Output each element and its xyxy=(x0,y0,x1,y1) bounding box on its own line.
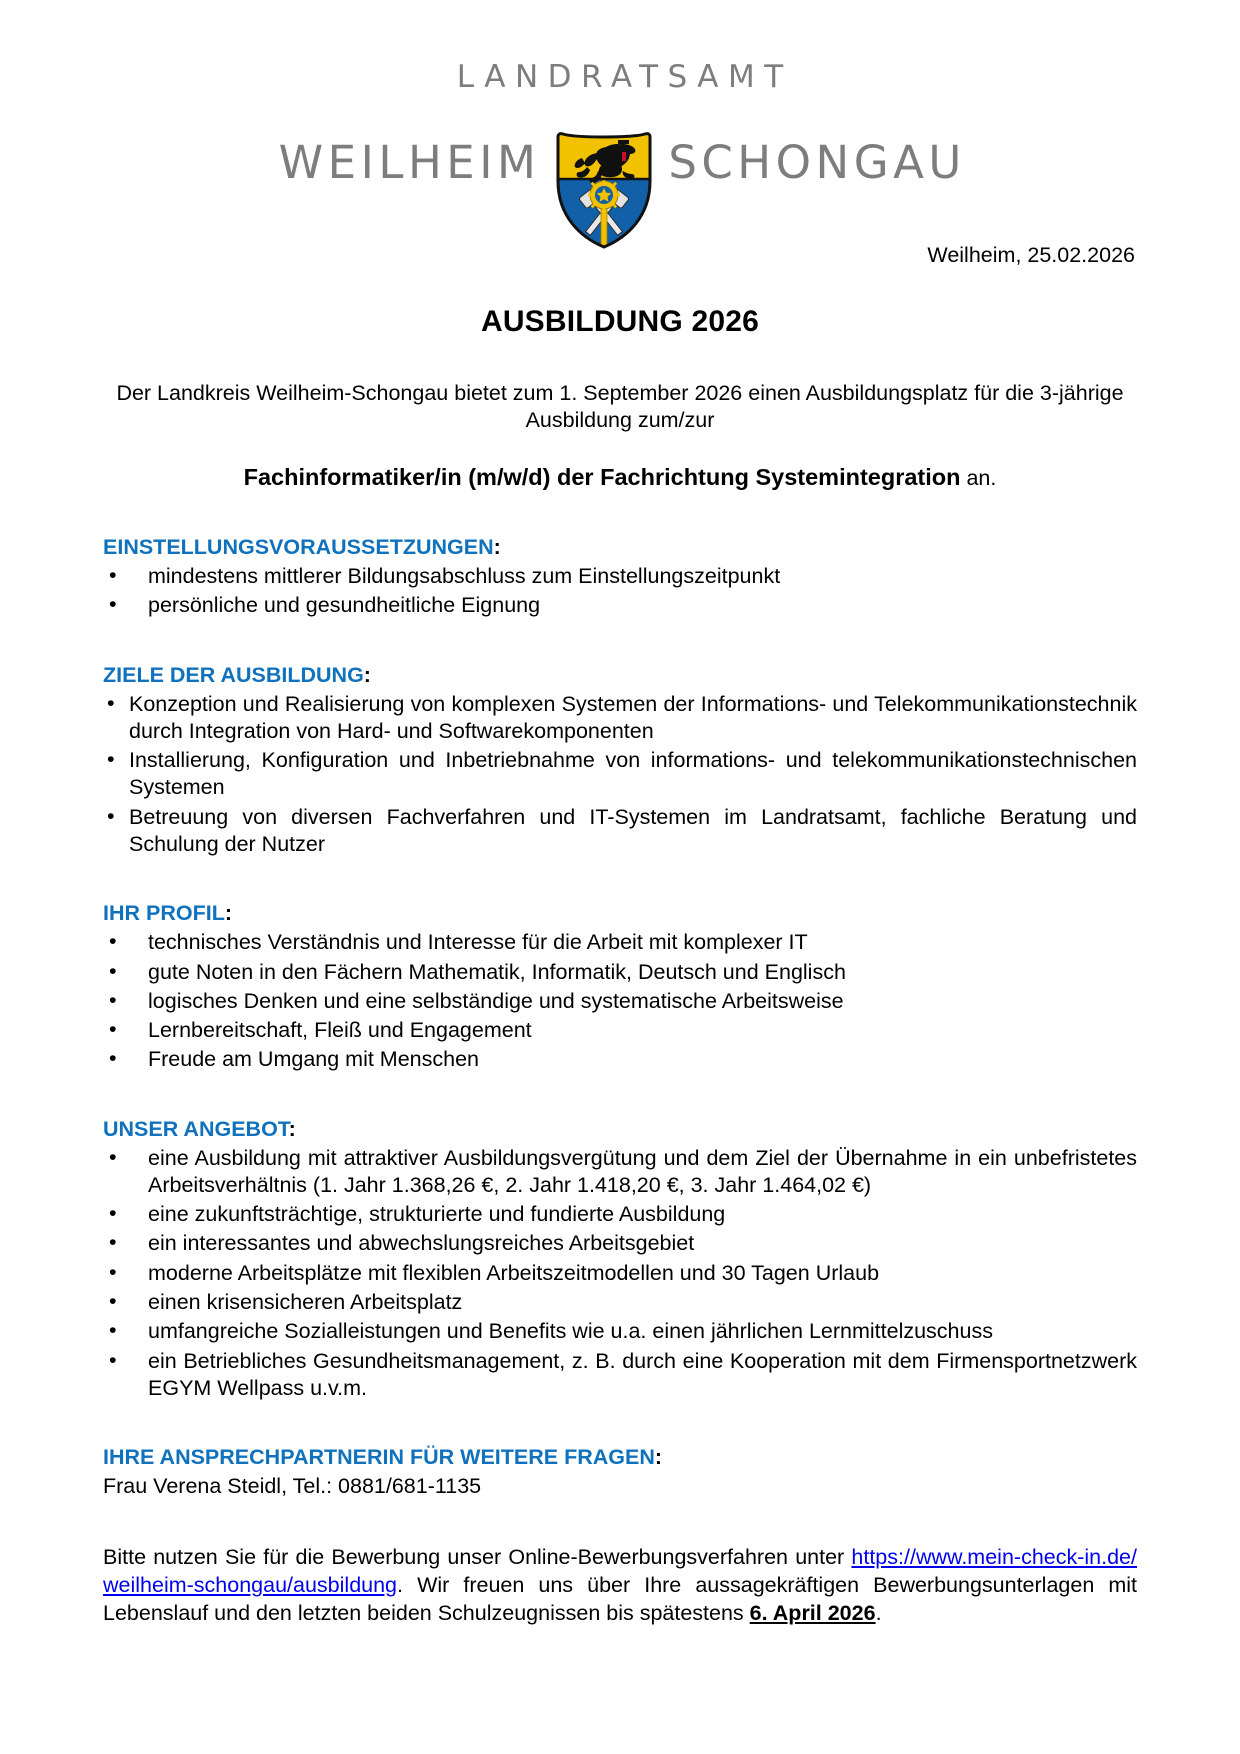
list-item: • Konzeption und Realisierung von komplexen Systemen der Informations- und Telekommunikationstechnik durch Integration von Hard- und Softwarekomponenten xyxy=(103,691,1137,746)
list-item: • eine zukunftsträchtige, strukturierte und fundierte Ausbildung xyxy=(103,1201,1137,1228)
section-heading-text: IHR PROFIL xyxy=(103,901,225,926)
document-body xyxy=(0,243,1240,1628)
closing-paragraph xyxy=(103,1544,1137,1627)
application-portal-link[interactable]: https://www.mein-check-in.de/weilheim-schongau/ausbildung xyxy=(103,1545,1137,1598)
section-heading-colon: : xyxy=(224,901,233,926)
section-bullet-list xyxy=(103,1145,1137,1403)
section-heading-text: ZIELE DER AUSBILDUNG xyxy=(103,662,364,687)
section-heading-colon: : xyxy=(493,535,501,560)
job-title-tail: an. xyxy=(960,465,997,490)
contact-heading-colon: : xyxy=(654,1445,663,1470)
list-item: • umfangreiche Sozialleistungen und Benefits wie u.a. einen jährlichen Lernmittelzuschuss xyxy=(103,1318,1137,1345)
closing-before-link: Bitte nutzen Sie für die Bewerbung unser Online-Bewerbungsverfahren unter xyxy=(103,1545,852,1570)
contact-heading xyxy=(103,1444,1137,1471)
intro-paragraph: Der Landkreis Weilheim-Schongau bietet zum 1. September 2026 einen Ausbildungsplatz für die 3-jährige Ausbildung zum/zur xyxy=(116,380,1124,433)
section-heading xyxy=(103,1116,1137,1143)
list-item: • eine Ausbildung mit attraktiver Ausbildungsvergütung und dem Ziel der Übernahme in ein unbefristetes Arbeitsverhältnis (1. Jahr 1.368,26 €, 2. Jahr 1.418,20 €, 3. Jahr 1.464,02 €) xyxy=(103,1145,1137,1200)
logo-word-schongau: SCHONGAU xyxy=(668,135,966,189)
place-and-date: Weilheim, 25.02.2026 xyxy=(927,243,1135,267)
list-item: • ein Betriebliches Gesundheitsmanagement, z. B. durch eine Kooperation mit dem Firmensportnetzwerk EGYM Wellpass u.v.m. xyxy=(103,1348,1137,1403)
section-heading xyxy=(103,662,1137,689)
page-title: AUSBILDUNG 2026 xyxy=(480,304,760,338)
list-item: • moderne Arbeitsplätze mit flexiblen Arbeitszeitmodellen und 30 Tagen Urlaub xyxy=(103,1260,1137,1287)
list-item: • persönliche und gesundheitliche Eignung xyxy=(103,592,1137,619)
section-heading-text: EINSTELLUNGSVORAUSSETZUNGEN xyxy=(103,535,494,560)
list-item: • technisches Verständnis und Interesse für die Arbeit mit komplexer IT xyxy=(103,929,1137,956)
coat-of-arms-icon xyxy=(554,131,654,249)
logo-word-weilheim: WEILHEIM xyxy=(278,135,541,189)
list-item: • Lernbereitschaft, Fleiß und Engagement xyxy=(103,1017,1137,1044)
list-item: • Freude am Umgang mit Menschen xyxy=(103,1046,1137,1073)
list-item: • Betreuung von diversen Fachverfahren und IT-Systemen im Landratsamt, fachliche Beratung und Schulung der Nutzer xyxy=(103,804,1137,859)
authority-name-line: LANDRATSAMT xyxy=(456,59,793,95)
section-heading xyxy=(103,534,1137,561)
list-item: • logisches Denken und eine selbständige und systematische Arbeitsweise xyxy=(103,988,1137,1015)
section-heading-colon: : xyxy=(363,662,371,687)
letterhead xyxy=(0,0,1240,221)
contact-line: Frau Verena Steidl, Tel.: 0881/681-1135 xyxy=(103,1474,482,1499)
section-bullet-list xyxy=(103,929,1137,1073)
job-title-bold: Fachinformatiker/in (m/w/d) der Fachrichtung Systemintegration xyxy=(243,463,961,490)
list-item: • einen krisensicheren Arbeitsplatz xyxy=(103,1289,1137,1316)
list-item: • Installierung, Konfiguration und Inbetriebnahme von informations- und telekommunikationstechnischen Systemen xyxy=(103,747,1137,802)
list-item: • gute Noten in den Fächern Mathematik, Informatik, Deutsch und Englisch xyxy=(103,959,1137,986)
contact-heading-text: IHRE ANSPRECHPARTNERIN FÜR WEITERE FRAGEN xyxy=(103,1445,655,1470)
closing-after-link: . Wir freuen uns über Ihre aussagekräftigen Bewerbungsunterlagen mit Lebenslauf und den letzten beiden Schulzeugnissen bis spätestens xyxy=(103,1573,1137,1625)
district-name-line xyxy=(274,103,966,221)
application-deadline: 6. April 2026 xyxy=(749,1600,876,1625)
section-bullet-list xyxy=(103,563,1137,620)
sections-container xyxy=(103,534,1137,1402)
closing-end: . xyxy=(875,1600,882,1625)
section-bullet-list xyxy=(103,691,1137,859)
section-heading-text: UNSER ANGEBOT xyxy=(103,1116,289,1141)
list-item: • mindestens mittlerer Bildungsabschluss zum Einstellungszeitpunkt xyxy=(103,563,1137,590)
list-item: • ein interessantes und abwechslungsreiches Arbeitsgebiet xyxy=(103,1230,1137,1257)
job-title-line xyxy=(103,463,1137,492)
section-heading xyxy=(103,900,1137,927)
section-heading-colon: : xyxy=(288,1116,296,1141)
